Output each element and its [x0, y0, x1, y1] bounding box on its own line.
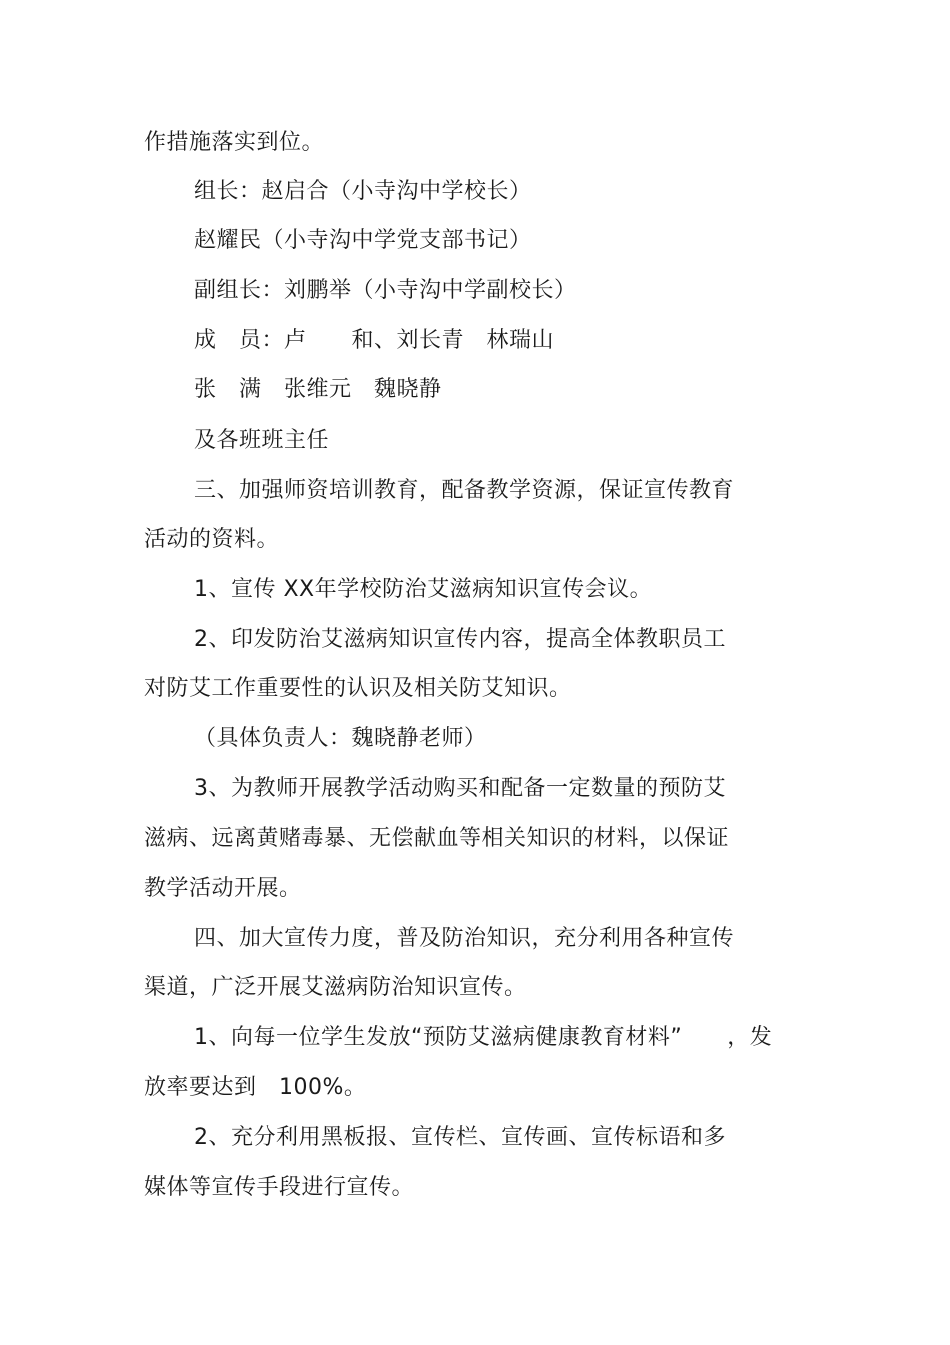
paragraph-line: 3、为教师开展教学活动购买和配备一定数量的预防艾: [194, 776, 726, 801]
paragraph-line: 2、印发防治艾滋病知识宣传内容，提高全体教职员工: [194, 627, 726, 652]
paragraph-line: 渠道，广泛开展艾滋病防治知识宣传。: [144, 975, 527, 1000]
paragraph-line: 放率要达到 100%。: [144, 1075, 367, 1100]
paragraph-line: 滋病、远离黄赌毒暴、无偿献血等相关知识的材料，以保证: [144, 826, 730, 851]
paragraph-line: 1、宣传 XX年学校防治艾滋病知识宣传会议。: [194, 577, 653, 602]
paragraph-line: 对防艾工作重要性的认识及相关防艾知识。: [144, 676, 572, 701]
paragraph-line: 1、向每一位学生发放“预防艾滋病健康教育材料” ，发: [194, 1025, 773, 1050]
paragraph-line: 副组长：刘鹏举（小寺沟中学副校长）: [194, 278, 577, 303]
paragraph-line: 活动的资料。: [144, 527, 280, 552]
paragraph-line: 张 满 张维元 魏晓静: [194, 377, 442, 402]
paragraph-line: 媒体等宣传手段进行宣传。: [144, 1175, 415, 1200]
paragraph-line: 赵耀民（小寺沟中学党支部书记）: [194, 228, 532, 253]
paragraph-line: 教学活动开展。: [144, 876, 302, 901]
paragraph-line: 2、充分利用黑板报、宣传栏、宣传画、宣传标语和多: [194, 1125, 726, 1150]
paragraph-line: 作措施落实到位。: [144, 130, 325, 155]
paragraph-line: 组长：赵启合（小寺沟中学校长）: [194, 179, 532, 204]
paragraph-line: 及各班班主任: [194, 428, 330, 453]
paragraph-line: 四、加大宣传力度，普及防治知识，充分利用各种宣传: [194, 926, 735, 951]
paragraph-line: （具体负责人：魏晓静老师）: [194, 726, 487, 751]
paragraph-line: 成 员：卢 和、刘长青 林瑞山: [194, 328, 555, 353]
paragraph-line: 三、加强师资培训教育，配备教学资源，保证宣传教育: [194, 478, 735, 503]
